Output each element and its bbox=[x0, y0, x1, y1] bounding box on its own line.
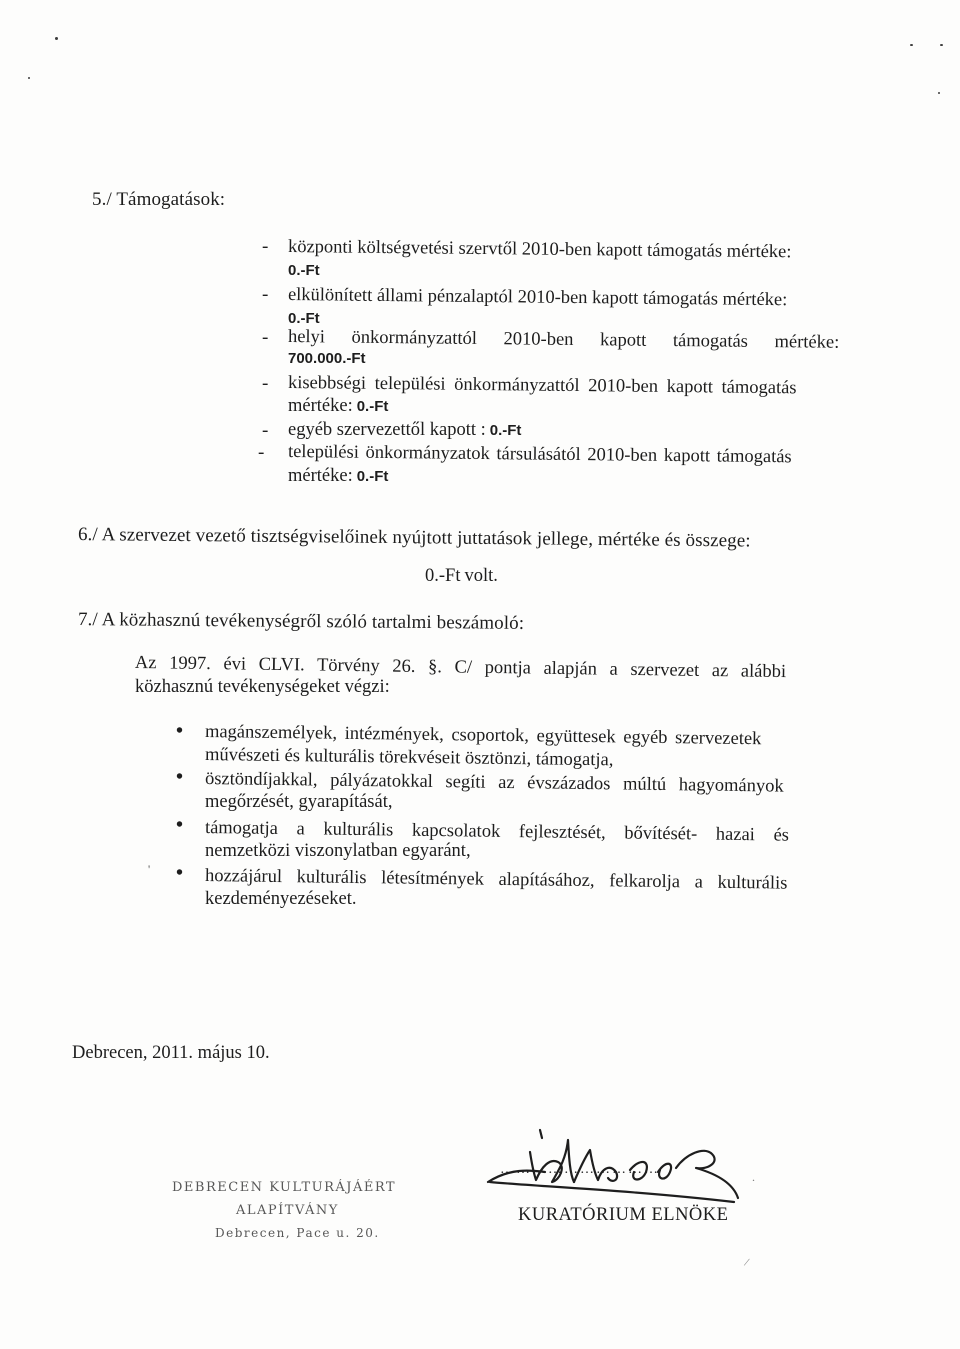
scan-speck bbox=[938, 92, 940, 94]
support-item-text: helyi önkormányzattól 2010-ben kapott támogatás mértéke: bbox=[287, 327, 840, 353]
support-amount: 0.-Ft bbox=[356, 398, 389, 415]
support-amount: 0.-Ft bbox=[356, 468, 389, 485]
activity-text: ösztöndíjakkal, pályázatokkal segíti az évszázados múltú hagyományok bbox=[204, 769, 784, 797]
section6-amount-line bbox=[425, 566, 498, 587]
scan-speck bbox=[940, 44, 943, 46]
support-line bbox=[288, 419, 521, 441]
list-dash: - bbox=[262, 327, 269, 348]
section5-title: 5./ Támogatások: bbox=[92, 189, 226, 210]
scan-mark: / bbox=[742, 1254, 751, 1270]
support-line bbox=[288, 395, 388, 417]
scan-mark: . bbox=[752, 1170, 755, 1184]
bullet-dot: • bbox=[176, 814, 184, 836]
compensation-amount: 0.-Ft bbox=[425, 566, 461, 586]
stamp-line: Debrecen, Pace u. 20. bbox=[215, 1226, 380, 1240]
section6-title: 6./ A szervezet vezető tisztségviselőinek nyújtott juttatások jellege, mértéke és összege: bbox=[77, 524, 751, 552]
stamp-line: DEBRECEN KULTURÁJÁÉRT bbox=[172, 1180, 397, 1195]
support-item-text: kisebbségi települési önkormányzattól 2010-ben kapott támogatás bbox=[287, 373, 797, 399]
activity-text: nemzetközi viszonylatban egyaránt, bbox=[205, 841, 471, 861]
support-item-text: elkülönített állami pénzalaptól 2010-ben kapott támogatás mértéke: bbox=[287, 285, 788, 311]
support-line bbox=[288, 465, 388, 487]
activity-text: kezdeményezéseket. bbox=[205, 889, 357, 909]
support-amount: 0.-Ft bbox=[288, 310, 320, 327]
bullet-dot: • bbox=[176, 766, 184, 788]
support-amount: 700.000.-Ft bbox=[288, 350, 366, 367]
stamp-line: ALAPÍTVÁNY bbox=[236, 1203, 339, 1218]
list-dash: - bbox=[262, 420, 269, 441]
support-amount: 0.-Ft bbox=[489, 422, 522, 439]
list-dash: - bbox=[262, 373, 269, 394]
signer-title: KURATÓRIUM ELNÖKE bbox=[518, 1205, 729, 1225]
place-date: Debrecen, 2011. május 10. bbox=[72, 1043, 270, 1063]
activity-text: megőrzését, gyarapítását, bbox=[205, 792, 393, 812]
scan-speck bbox=[55, 37, 58, 40]
bullet-dot: • bbox=[176, 720, 184, 742]
compensation-suffix: volt. bbox=[464, 566, 498, 586]
section7-title: 7./ A közhasznú tevékenységről szóló tartalmi beszámoló: bbox=[77, 609, 525, 634]
support-amount: 0.-Ft bbox=[288, 262, 320, 279]
list-dash: - bbox=[262, 284, 269, 305]
bullet-dot: • bbox=[176, 862, 184, 884]
support-label: mértéke: bbox=[288, 466, 353, 486]
activity-text: magánszemélyek, intézmények, csoportok, együttesek egyéb szervezetek bbox=[204, 722, 762, 750]
handwritten-signature bbox=[470, 1110, 750, 1220]
support-item-text: települési önkormányzatok társulásától 2010-ben kapott támogatás bbox=[287, 442, 792, 468]
list-dash: - bbox=[258, 442, 265, 463]
scan-speck bbox=[28, 77, 30, 79]
activity-text: támogatja a kulturális kapcsolatok fejlesztését, bővítését- hazai és bbox=[204, 818, 790, 846]
activity-text: művészeti és kulturális törekvéseit ösztönzi, támogatja, bbox=[204, 745, 614, 771]
section7-intro: közhasznú tevékenységeket végzi: bbox=[135, 677, 390, 697]
support-label: egyéb szervezettől kapott : bbox=[288, 420, 486, 440]
section7-intro: Az 1997. évi CLVI. Törvény 26. §. C/ pontja alapján a szervezet az alábbi bbox=[134, 653, 787, 683]
list-dash: - bbox=[262, 236, 269, 257]
support-item-text: központi költségvetési szervtől 2010-ben kapott támogatás mértéke: bbox=[287, 237, 792, 263]
scan-mark: ' bbox=[148, 862, 151, 876]
activity-text: hozzájárul kulturális létesítmények alapításához, felkarolja a kulturális bbox=[204, 866, 788, 894]
signature-dots: ………………………… bbox=[500, 1162, 660, 1177]
support-label: mértéke: bbox=[288, 396, 353, 416]
scan-speck bbox=[910, 44, 913, 46]
